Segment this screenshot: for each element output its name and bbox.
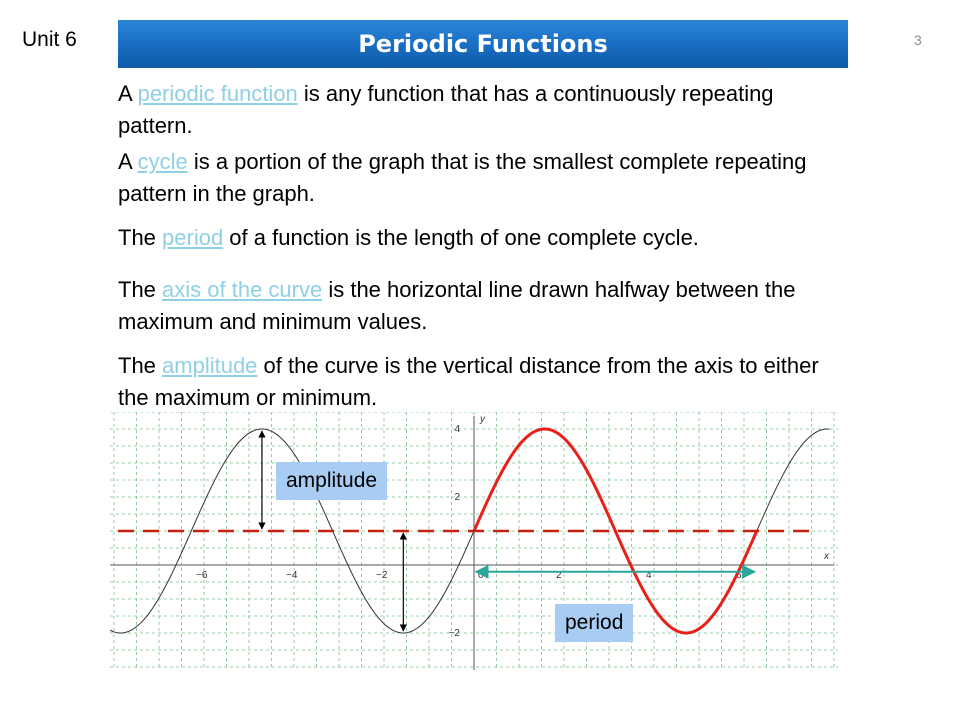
definition-text: The [118, 225, 163, 250]
x-tick-label: −4 [286, 570, 298, 581]
sine-graph [110, 412, 838, 670]
term-cycle[interactable]: cycle [137, 149, 188, 174]
term-axis-of-curve[interactable]: axis of the curve [162, 277, 323, 302]
definition-text: A [118, 81, 138, 106]
definition-text: of a function is the length of one complete cycle. [223, 225, 699, 250]
slide-title: Periodic Functions [358, 30, 608, 58]
y-tick-label: 4 [454, 424, 460, 435]
x-tick-label: 0 [478, 570, 484, 581]
x-tick-label: −6 [196, 570, 208, 581]
title-bar [118, 20, 848, 68]
definition-text: The [118, 353, 163, 378]
slide-number: 3 [914, 32, 922, 48]
x-tick-label: 4 [646, 570, 652, 581]
definition-cycle [118, 146, 838, 210]
period-label: period [555, 604, 633, 642]
y-tick-label: 2 [454, 492, 460, 503]
definition-period [118, 222, 838, 254]
axes [110, 414, 834, 670]
definition-text: The [118, 277, 163, 302]
x-tick-label: −2 [376, 570, 388, 581]
x-tick-label: 2 [556, 570, 562, 581]
definition-axis-of-curve [118, 274, 838, 338]
definition-amplitude [118, 350, 838, 414]
definition-text: is any function that has a continuously repeating pattern. [118, 81, 774, 138]
definition-periodic-function [118, 78, 838, 142]
term-periodic-function[interactable]: periodic function [137, 81, 298, 106]
definition-text: is the horizontal line drawn halfway between the maximum and minimum values. [118, 277, 796, 334]
definition-text: is a portion of the graph that is the smallest complete repeating pattern in the graph. [118, 149, 807, 206]
term-amplitude[interactable]: amplitude [162, 353, 258, 378]
x-axis-label: x [824, 551, 829, 562]
y-tick-label: −2 [448, 628, 460, 639]
amplitude-label: amplitude [276, 462, 387, 500]
definition-text: A [118, 149, 138, 174]
unit-label: Unit 6 [22, 28, 77, 51]
definition-text: of the curve is the vertical distance from the axis to either the maximum or minimum. [118, 353, 819, 410]
y-axis-label: y [480, 414, 485, 425]
x-tick-label: 6 [736, 570, 742, 581]
term-period[interactable]: period [162, 225, 224, 250]
highlighted-cycle [474, 429, 757, 633]
